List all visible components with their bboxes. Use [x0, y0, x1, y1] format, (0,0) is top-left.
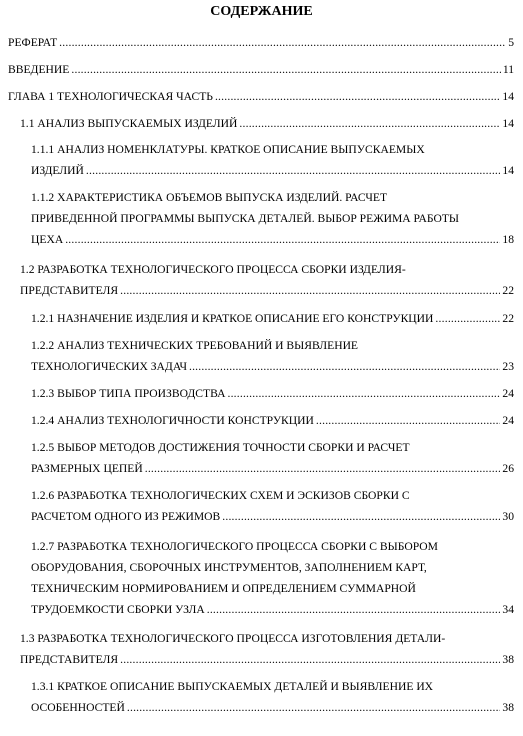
toc-entry-title: ИЗДЕЛИЙ [31, 164, 84, 177]
toc-entry-row [31, 458, 514, 479]
toc-entry-title: ЦЕХА [31, 233, 64, 246]
dot-leader [71, 59, 500, 80]
toc-entry-title: РАСЧЕТОМ ОДНОГО ИЗ РЕЖИМОВ [31, 510, 221, 523]
page-number: 14 [502, 90, 514, 103]
toc-entry-title: ТРУДОЕМКОСТИ СБОРКИ УЗЛА [31, 603, 205, 616]
dot-leader [145, 458, 501, 479]
toc-entry-row [8, 59, 514, 80]
toc-entry-row [31, 410, 514, 431]
dot-leader [59, 32, 506, 53]
toc-entry[interactable] [20, 259, 514, 301]
dot-leader [316, 410, 501, 431]
dot-leader [435, 308, 500, 329]
toc-entry-title: ПРЕДСТАВИТЕЛЯ [20, 653, 119, 666]
toc-entry-row [31, 229, 514, 250]
toc-entry-title: 1.2.3 ВЫБОР ТИПА ПРОИЗВОДСТВА [31, 387, 226, 400]
dot-leader [239, 113, 500, 134]
toc-entry-title: 1.1.2 ХАРАКТЕРИСТИКА ОБЪЕМОВ ВЫПУСКА ИЗДЕЛИЙ. РАСЧЕТ [31, 191, 388, 204]
dot-leader [120, 280, 500, 301]
toc-entry-title: ОСОБЕННОСТЕЙ [31, 701, 125, 714]
page-title: СОДЕРЖАНИЕ [210, 4, 313, 19]
toc-entry-row [31, 160, 514, 181]
toc-entry-title: 1.3 РАЗРАБОТКА ТЕХНОЛОГИЧЕСКОГО ПРОЦЕССА ИЗГОТОВЛЕНИЯ ДЕТАЛИ- [20, 632, 446, 645]
toc-entry-title: 1.2.5 ВЫБОР МЕТОДОВ ДОСТИЖЕНИЯ ТОЧНОСТИ СБОРКИ И РАСЧЕТ [31, 441, 410, 454]
toc-entry-row [8, 32, 514, 53]
toc-entry-title: 1.2 РАЗРАБОТКА ТЕХНОЛОГИЧЕСКОГО ПРОЦЕССА СБОРКИ ИЗДЕЛИЯ- [20, 263, 406, 276]
dot-leader [189, 356, 500, 377]
page-number: 30 [502, 510, 514, 523]
toc-entry-title: ВВЕДЕНИЕ [8, 63, 70, 76]
toc-entry-row [31, 506, 514, 527]
toc-entry[interactable] [31, 308, 514, 329]
page-number: 38 [502, 653, 514, 666]
dot-leader [222, 506, 500, 527]
toc-entry-title: ТЕХНОЛОГИЧЕСКИХ ЗАДАЧ [31, 360, 187, 373]
toc-entry-row [31, 599, 514, 620]
toc-entry[interactable] [31, 187, 514, 250]
toc-entry-title: 1.1 АНАЛИЗ ВЫПУСКАЕМЫХ ИЗДЕЛИЙ [20, 117, 238, 130]
toc-entry-title: 1.2.6 РАЗРАБОТКА ТЕХНОЛОГИЧЕСКИХ СХЕМ И ЭСКИЗОВ СБОРКИ С [31, 489, 410, 502]
toc-entry[interactable] [31, 485, 514, 527]
toc-entry-title: РАЗМЕРНЫХ ЦЕПЕЙ [31, 462, 143, 475]
toc-entry-title: 1.2.2 АНАЛИЗ ТЕХНИЧЕСКИХ ТРЕБОВАНИЙ И ВЫЯВЛЕНИЕ [31, 339, 359, 352]
dot-leader [86, 160, 500, 181]
toc-entry-title: 1.2.1 НАЗНАЧЕНИЕ ИЗДЕЛИЯ И КРАТКОЕ ОПИСАНИЕ ЕГО КОНСТРУКЦИИ [31, 312, 434, 325]
toc-entry-row [20, 113, 514, 134]
toc-entry-title: ПРЕДСТАВИТЕЛЯ [20, 284, 119, 297]
toc-entry-row [31, 697, 514, 718]
toc-entry[interactable] [20, 628, 514, 670]
page-number: 14 [502, 117, 514, 130]
toc-entry-title: 1.1.1 АНАЛИЗ НОМЕНКЛАТУРЫ. КРАТКОЕ ОПИСАНИЕ ВЫПУСКАЕМЫХ [31, 143, 425, 156]
toc-entry[interactable] [8, 32, 514, 53]
page-number: 22 [502, 312, 514, 325]
page-number: 14 [502, 164, 514, 177]
toc-entry-title: ТЕХНИЧЕСКИМ НОРМИРОВАНИЕМ И ОПРЕДЕЛЕНИЕМ СУММАРНОЙ [31, 582, 416, 595]
page-number: 34 [502, 603, 514, 616]
toc-entry-row [20, 649, 514, 670]
dot-leader [227, 383, 500, 404]
toc-entry-row [31, 356, 514, 377]
toc-entry-title: 1.3.1 КРАТКОЕ ОПИСАНИЕ ВЫПУСКАЕМЫХ ДЕТАЛЕЙ И ВЫЯВЛЕНИЕ ИХ [31, 680, 434, 693]
toc-entry-title: ПРИВЕДЕННОЙ ПРОГРАММЫ ВЫПУСКА ДЕТАЛЕЙ. ВЫБОР РЕЖИМА РАБОТЫ [31, 212, 460, 225]
toc-entry[interactable] [8, 59, 514, 80]
page-number: 23 [502, 360, 514, 373]
toc-entry[interactable] [31, 676, 514, 718]
toc-entry-row [31, 308, 514, 329]
toc-entry-title: РЕФЕРАТ [8, 36, 58, 49]
toc-entry-row [8, 86, 514, 107]
toc-entry[interactable] [31, 139, 514, 181]
toc-entry-row [31, 383, 514, 404]
page-number: 11 [502, 63, 514, 76]
toc-entry-title: 1.2.4 АНАЛИЗ ТЕХНОЛОГИЧНОСТИ КОНСТРУКЦИИ [31, 414, 314, 427]
toc-entry-title: ОБОРУДОВАНИЯ, СБОРОЧНЫХ ИНСТРУМЕНТОВ, ЗАПОЛНЕНИЕМ КАРТ, [31, 561, 427, 574]
toc-entry[interactable] [31, 536, 514, 620]
toc-entry[interactable] [31, 335, 514, 377]
toc-entry-title: ГЛАВА 1 ТЕХНОЛОГИЧЕСКАЯ ЧАСТЬ [8, 90, 213, 103]
toc-entry[interactable] [31, 410, 514, 431]
dot-leader [120, 649, 500, 670]
dot-leader [127, 697, 501, 718]
toc-entry-row [20, 280, 514, 301]
toc-entry[interactable] [20, 113, 514, 134]
toc-entry[interactable] [31, 437, 514, 479]
page-number: 26 [502, 462, 514, 475]
toc-entry-title: 1.2.7 РАЗРАБОТКА ТЕХНОЛОГИЧЕСКОГО ПРОЦЕССА СБОРКИ С ВЫБОРОМ [31, 540, 438, 553]
toc-entry[interactable] [31, 383, 514, 404]
dot-leader [207, 599, 501, 620]
page-number: 24 [502, 387, 514, 400]
page-number: 18 [502, 233, 514, 246]
dot-leader [215, 86, 500, 107]
toc-entry[interactable] [8, 86, 514, 107]
page-number: 5 [508, 36, 514, 49]
page-number: 24 [502, 414, 514, 427]
page-number: 38 [502, 701, 514, 714]
page-number: 22 [502, 284, 514, 297]
dot-leader [65, 229, 500, 250]
